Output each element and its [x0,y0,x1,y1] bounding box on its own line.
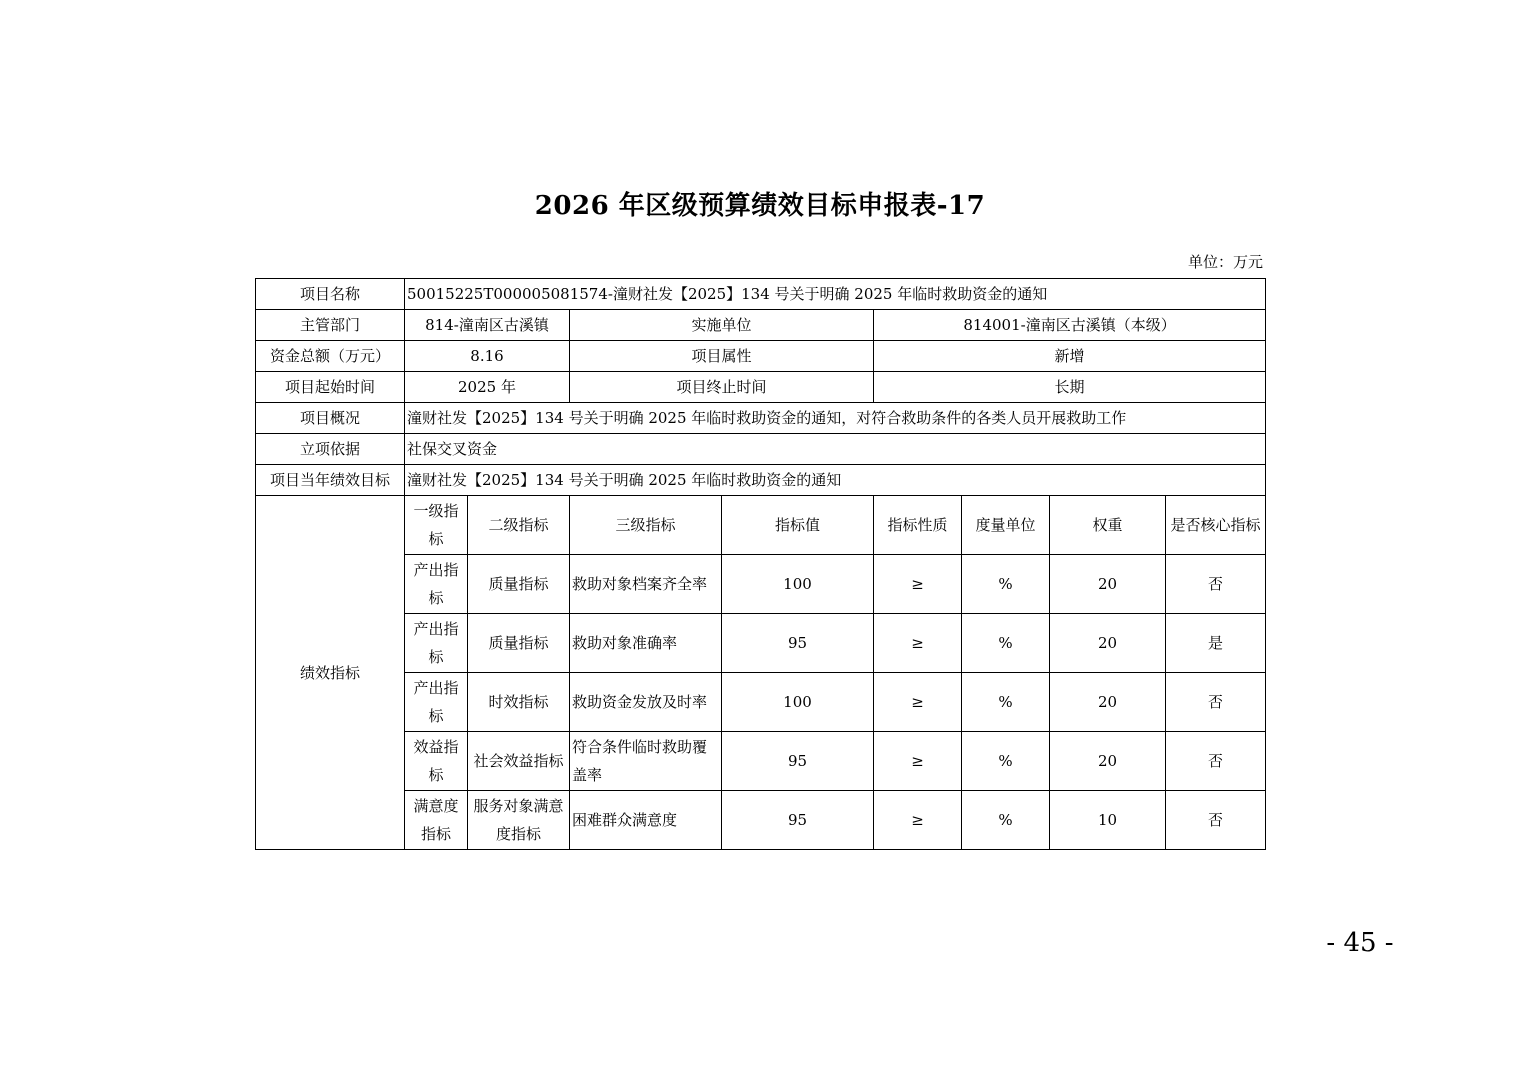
indicator-row [256,791,1266,850]
indicator-nature: ≥ [874,614,962,673]
indicator-l2: 服务对象满意度指标 [468,791,570,850]
end-label: 项目终止时间 [570,372,874,403]
dept-value: 814-潼南区古溪镇 [405,310,570,341]
indicator-unit: % [962,614,1050,673]
page-number: - 45 - [1326,928,1394,958]
row-overview [256,403,1266,434]
indicator-l2: 时效指标 [468,673,570,732]
indicator-l1: 产出指标 [405,555,468,614]
goal-label: 项目当年绩效目标 [256,465,405,496]
indicator-value: 100 [722,673,874,732]
indicator-weight: 10 [1050,791,1166,850]
indicator-l2: 质量指标 [468,614,570,673]
indicator-unit: % [962,673,1050,732]
indicator-nature: ≥ [874,673,962,732]
row-department [256,310,1266,341]
indicator-value: 95 [722,791,874,850]
indicator-core: 否 [1166,732,1266,791]
indicator-l2: 质量指标 [468,555,570,614]
indicator-l3: 救助资金发放及时率 [570,673,722,732]
row-basis [256,434,1266,465]
start-value: 2025 年 [405,372,570,403]
indicator-nature: ≥ [874,791,962,850]
funds-label: 资金总额（万元） [256,341,405,372]
indicator-row [256,732,1266,791]
end-value: 长期 [874,372,1266,403]
page-title: 2026 年区级预算绩效目标申报表-17 [534,191,986,221]
header-weight: 权重 [1050,496,1166,555]
indicator-weight: 20 [1050,673,1166,732]
indicator-weight: 20 [1050,614,1166,673]
indicator-value: 95 [722,614,874,673]
indicator-l3: 救助对象准确率 [570,614,722,673]
header-core: 是否核心指标 [1166,496,1266,555]
indicator-nature: ≥ [874,732,962,791]
impl-label: 实施单位 [570,310,874,341]
row-period [256,372,1266,403]
indicator-weight: 20 [1050,555,1166,614]
dept-label: 主管部门 [256,310,405,341]
project-name-label: 项目名称 [256,279,405,310]
indicator-row [256,555,1266,614]
indicator-row [256,673,1266,732]
indicator-core: 是 [1166,614,1266,673]
impl-value: 814001-潼南区古溪镇（本级） [874,310,1266,341]
indicator-unit: % [962,555,1050,614]
indicator-value: 100 [722,555,874,614]
indicator-l3: 救助对象档案齐全率 [570,555,722,614]
header-nature: 指标性质 [874,496,962,555]
basis-label: 立项依据 [256,434,405,465]
header-l2: 二级指标 [468,496,570,555]
unit-label: 单位：万元 [1187,253,1263,271]
attr-label: 项目属性 [570,341,874,372]
row-project-name [256,279,1266,310]
indicator-unit: % [962,732,1050,791]
header-unit: 度量单位 [962,496,1050,555]
indicator-core: 否 [1166,791,1266,850]
indicator-value: 95 [722,732,874,791]
indicator-l1: 产出指标 [405,614,468,673]
indicator-l1: 效益指标 [405,732,468,791]
indicator-core: 否 [1166,555,1266,614]
row-funds [256,341,1266,372]
overview-value: 潼财社发【2025】134 号关于明确 2025 年临时救助资金的通知，对符合救助条件的各类人员开展救助工作 [405,403,1266,434]
header-l3: 三级指标 [570,496,722,555]
indicator-unit: % [962,791,1050,850]
indicator-l3: 符合条件临时救助覆盖率 [570,732,722,791]
indicator-l1: 满意度指标 [405,791,468,850]
indicator-nature: ≥ [874,555,962,614]
indicator-core: 否 [1166,673,1266,732]
indicator-l3: 困难群众满意度 [570,791,722,850]
indicator-l2: 社会效益指标 [468,732,570,791]
indicator-header-row [256,496,1266,555]
indicator-l1: 产出指标 [405,673,468,732]
performance-target-table [255,278,1266,850]
goal-value: 潼财社发【2025】134 号关于明确 2025 年临时救助资金的通知 [405,465,1266,496]
header-value: 指标值 [722,496,874,555]
funds-value: 8.16 [405,341,570,372]
header-l1: 一级指标 [405,496,468,555]
start-label: 项目起始时间 [256,372,405,403]
indicator-weight: 20 [1050,732,1166,791]
indicators-section-label: 绩效指标 [256,496,405,850]
basis-value: 社保交叉资金 [405,434,1266,465]
project-name-value: 50015225T000005081574-潼财社发【2025】134 号关于明确 2025 年临时救助资金的通知 [405,279,1266,310]
attr-value: 新增 [874,341,1266,372]
row-annual-goal [256,465,1266,496]
overview-label: 项目概况 [256,403,405,434]
indicator-row [256,614,1266,673]
